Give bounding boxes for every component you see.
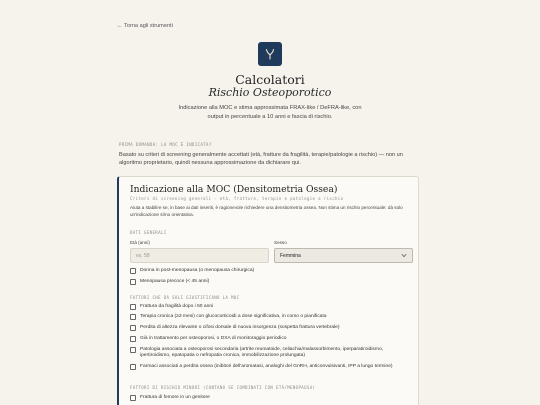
checkbox[interactable]	[130, 279, 136, 285]
chevron-down-icon	[401, 253, 407, 258]
check-parent-hip-fracture[interactable]: Frattura di femore in un genitore	[130, 395, 414, 401]
checkbox[interactable]	[130, 268, 136, 274]
check-fragility-fracture[interactable]: Frattura da fragilità dopo i 50 anni	[130, 304, 414, 310]
sex-select-value: Femmina	[280, 252, 301, 259]
checkbox[interactable]	[130, 364, 136, 370]
moc-calculator-card	[117, 176, 419, 405]
check-height-loss[interactable]: Perdita di altezza rilevante o cifosi dorsale di nuova insorgenza (sospetta frattura vertebrale)	[130, 325, 414, 331]
age-input[interactable]: es. 58	[130, 248, 269, 263]
sex-label: Sesso	[274, 240, 287, 245]
section-label-risk: FATTORI CHE DA SOLI GIUSTIFICANO LA MOC	[130, 295, 240, 300]
check-postmenopause[interactable]: Donna in post-menopausa (o menopausa chirurgica)	[130, 268, 414, 274]
check-secondary-osteoporosis[interactable]: Patologia associata a osteoporosi secondaria (artrite reumatoide, celiachia/malassorbimento, iperparatiroidismo, ipertiroidismo, epatopatia o nefropatia cronica, immobilizzazione prolungata)	[130, 347, 414, 360]
card-subtitle: Criteri di screening generali - età, fratture, terapie e patologie a rischio	[130, 196, 344, 201]
check-already-treated[interactable]: Già in trattamento per osteoporosi, o DXA di monitoraggio periodico	[130, 336, 414, 342]
question-text: Basato su criteri di screening generalmente accettati (età, fratture da fragilità, terapie/patologie a rischio) — non un algoritmo proprietario, quindi nessuna approssimazione da dichiarare qui.	[119, 152, 403, 167]
page-subtitle: Rischio Osteoporotico	[208, 86, 332, 99]
checkbox[interactable]	[130, 347, 136, 353]
check-bone-loss-drugs[interactable]: Farmaci associati a perdita ossea (inibitori dell'aromatasi, analoghi del GnRH, anticonvulsivanti, IPP a lungo termine)	[130, 364, 414, 370]
card-title: Indicazione alla MOC (Densitometria Ossea)	[130, 184, 338, 195]
checkbox[interactable]	[130, 314, 136, 320]
age-label: Età (anni)	[130, 240, 150, 245]
checkbox[interactable]	[130, 336, 136, 342]
check-glucocorticoids[interactable]: Terapia cronica (≥3 mesi) con glucocorticoidi a dose significativa, in corso o pianificata	[130, 314, 414, 320]
page-title: Calcolatori	[235, 72, 305, 87]
section-label-minor: FATTORI DI RISCHIO MINORI (CONTANO SE COMBINATI CON ETÀ/MENOPAUSA)	[130, 385, 316, 390]
app-logo	[258, 42, 282, 66]
question-label: PRIMA DOMANDA: LA MOC È INDICATA?	[119, 142, 212, 147]
check-early-menopause[interactable]: Menopausa precoce (< 45 anni)	[130, 279, 414, 285]
checkbox[interactable]	[130, 395, 136, 401]
checkbox[interactable]	[130, 325, 136, 331]
logo-icon	[263, 47, 277, 61]
checkbox[interactable]	[130, 304, 136, 310]
section-label-general: DATI GENERALI	[130, 230, 167, 235]
sex-select[interactable]	[274, 248, 413, 263]
back-link[interactable]: ← Torna agli strumenti	[117, 23, 173, 29]
page-intro: Indicazione alla MOC e stima approssimata FRAX-like / DeFRA-like, con output in percentuale a 10 anni e fascia di rischio.	[178, 105, 362, 120]
card-description: Aiuta a stabilire se, in base ai dati inseriti, è ragionevole richiedere una densitometria ossea. Non stima un rischio percentuale: dà solo un'indicazione sì/no orientativa.	[130, 205, 403, 217]
